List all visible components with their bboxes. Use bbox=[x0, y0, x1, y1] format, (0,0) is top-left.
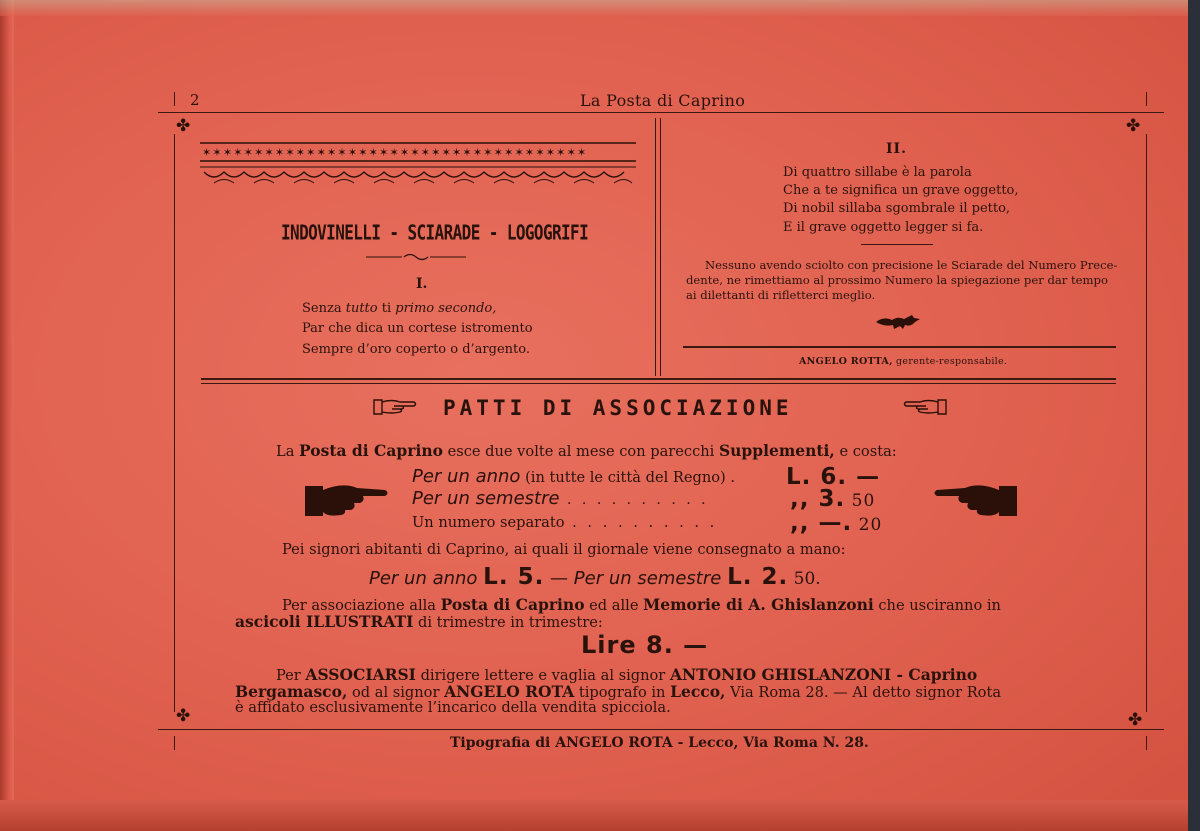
text-bold: ascicoli ILLUSTRATI bbox=[235, 612, 414, 631]
text-bold: ANTONIO GHISLANZONI - Caprino bbox=[669, 665, 978, 684]
short-rule bbox=[861, 244, 933, 245]
price-main: ,, 3. bbox=[790, 486, 846, 512]
price-main: L. 2. bbox=[727, 564, 789, 590]
signature-name: ANGELO ROTTA, bbox=[799, 356, 893, 367]
column-divider bbox=[655, 118, 656, 376]
local-prices bbox=[369, 564, 821, 590]
local-subscribers-line: Pei signori abitanti di Caprino, ai quali il giornale viene consegnato a mano: bbox=[282, 541, 846, 558]
frame-left bbox=[174, 134, 175, 712]
price-label: Un numero separato bbox=[412, 514, 565, 531]
text: — bbox=[544, 568, 574, 589]
page-bottom-edge bbox=[0, 800, 1188, 831]
notice-line-2: dente, ne rimettiamo al prossimo Numero la spiegazione per dar tempo bbox=[686, 273, 1108, 287]
text-bold: Posta di Caprino bbox=[440, 595, 585, 614]
price-label: Per un semestre bbox=[412, 488, 560, 509]
text: od al signor bbox=[347, 684, 445, 701]
notice-line-1: Nessuno avendo sciolto con precisione le Sciarade del Numero Prece- bbox=[705, 258, 1118, 272]
price-numero bbox=[790, 510, 882, 536]
text-bold: Posta di Caprino bbox=[299, 441, 443, 460]
header-tick-right bbox=[1146, 92, 1147, 106]
puzzle-1-verse-2: Par che dica un cortese istromento bbox=[302, 321, 533, 336]
notice-line-3: ai dilettanti di rifletterci meglio. bbox=[686, 288, 876, 302]
corner-ornament-icon: ✤ bbox=[1126, 116, 1141, 136]
puzzle-number-2: II. bbox=[886, 141, 907, 157]
signature-rule bbox=[683, 346, 1116, 348]
price-cents: 50. bbox=[788, 569, 821, 589]
footer-tick-left bbox=[174, 736, 175, 750]
text: Via Roma 28. — Al detto signor Rota bbox=[725, 684, 1002, 701]
patti-title: PATTI DI ASSOCIAZIONE bbox=[443, 396, 793, 420]
verse-text-italic: tutto bbox=[345, 301, 378, 316]
puzzle-2-verse-1: Di quattro sillabe è la parola bbox=[783, 165, 972, 180]
puzzle-2-verse-2: Che a te significa un grave oggetto, bbox=[783, 183, 1019, 198]
price-main: ,, —. bbox=[790, 510, 853, 536]
pointing-hand-right-icon bbox=[304, 480, 390, 522]
corner-ornament-icon: ✤ bbox=[176, 706, 191, 726]
pointing-hand-left-icon bbox=[932, 480, 1018, 522]
text-bold: ASSOCIARSI bbox=[305, 665, 416, 684]
text-bold: Bergamasco, bbox=[235, 682, 348, 701]
text: esce due volte al mese con parecchi bbox=[442, 443, 719, 460]
corner-ornament-icon: ✤ bbox=[176, 116, 191, 136]
signature-role: gerente-responsabile. bbox=[892, 356, 1008, 367]
price-row-semestre bbox=[412, 488, 709, 509]
price-anno: L. 6. — bbox=[786, 464, 881, 490]
signature-line bbox=[799, 356, 1007, 367]
associarsi-line-3: è affidato esclusivamente l’incarico della vendita spicciola. bbox=[235, 699, 671, 716]
price-label: Per un semestre bbox=[573, 568, 728, 589]
price-note: (in tutte le città del Regno) . bbox=[520, 469, 736, 486]
puzzle-2-verse-3: Di nobil sillaba sgombrale il petto, bbox=[783, 201, 1011, 216]
frame-right bbox=[1146, 134, 1147, 712]
fox-icon bbox=[874, 312, 924, 330]
text: dirigere lettere e vaglia al signor bbox=[415, 667, 670, 684]
text: Per bbox=[276, 667, 306, 684]
price-label: Per un anno bbox=[412, 466, 521, 487]
small-flourish-icon bbox=[366, 252, 466, 262]
svg-text:✶✶✶✶✶✶✶✶✶✶✶✶✶✶✶✶✶✶✶✶✶✶✶✶✶✶✶✶✶✶: ✶✶✶✶✶✶✶✶✶✶✶✶✶✶✶✶✶✶✶✶✶✶✶✶✶✶✶✶✶✶✶✶✶✶✶✶✶ bbox=[202, 146, 588, 159]
price-row-anno bbox=[412, 466, 735, 487]
text: che usciranno in bbox=[873, 597, 1001, 614]
section-title-indovinelli: INDOVINELLI - SCIARADE - LOGOGRIFI bbox=[281, 220, 589, 245]
price-semestre bbox=[790, 486, 875, 512]
footer-rule bbox=[158, 729, 1164, 730]
header-tick-left bbox=[174, 92, 175, 106]
section-rule bbox=[201, 378, 1116, 380]
intro-line bbox=[276, 441, 897, 460]
header-rule bbox=[158, 112, 1164, 113]
price-row-numero bbox=[412, 514, 717, 531]
puzzle-2-verse-4: E il grave oggetto legger si fa. bbox=[783, 220, 984, 235]
text: di trimestre in trimestre: bbox=[413, 614, 603, 631]
page-fold bbox=[0, 0, 14, 831]
text: tipografo in bbox=[574, 684, 671, 701]
text: e costa: bbox=[834, 443, 897, 460]
text-bold: Lecco, bbox=[670, 682, 726, 701]
dot-leader: . . . . . . . . . . bbox=[564, 514, 718, 531]
dot-leader: . . . . . . . . . . bbox=[559, 492, 709, 508]
price-label: Per un anno bbox=[369, 568, 484, 589]
lire-price: Lire 8. — bbox=[581, 631, 709, 659]
puzzle-1-verse-3: Sempre d’oro coperto o d’argento. bbox=[302, 342, 530, 357]
text-bold: ANGELO ROTA bbox=[444, 682, 575, 701]
pointing-hand-right-icon bbox=[372, 396, 418, 418]
text: Per associazione alla bbox=[282, 597, 441, 614]
page-number: 2 bbox=[190, 91, 200, 109]
verse-text: Senza bbox=[302, 301, 346, 316]
text-bold: Memorie di A. Ghislanzoni bbox=[643, 595, 874, 614]
printer-imprint: Tipografia di ANGELO ROTA - Lecco, Via Roma N. 28. bbox=[450, 735, 869, 751]
puzzle-1-verse-1 bbox=[302, 299, 496, 319]
text: La bbox=[276, 443, 300, 460]
running-title: La Posta di Caprino bbox=[580, 91, 746, 110]
page-top-edge bbox=[0, 0, 1188, 16]
verse-text: ti bbox=[377, 301, 396, 316]
text-bold: Supplementi, bbox=[718, 441, 835, 460]
price-main: L. 5. bbox=[483, 564, 545, 590]
price-cents: 20 bbox=[852, 515, 883, 535]
footer-tick-right bbox=[1146, 736, 1147, 750]
pointing-hand-left-icon bbox=[902, 396, 948, 418]
memorie-line-2 bbox=[235, 612, 603, 631]
verse-text-italic: primo secondo, bbox=[395, 301, 497, 316]
text: ed alle bbox=[584, 597, 644, 614]
price-cents: 50 bbox=[845, 491, 876, 511]
column-divider bbox=[660, 118, 661, 376]
puzzle-number-1: I. bbox=[416, 276, 428, 292]
section-rule bbox=[201, 383, 1116, 384]
decorative-border-icon bbox=[200, 142, 636, 188]
corner-ornament-icon: ✤ bbox=[1128, 710, 1143, 730]
